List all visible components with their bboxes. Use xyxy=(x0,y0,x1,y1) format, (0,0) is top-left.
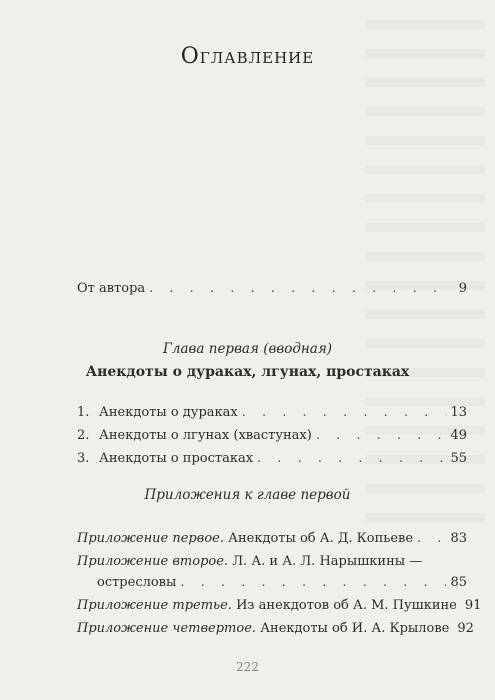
toc-entry-page: 92 xyxy=(457,621,474,636)
dot-leader xyxy=(257,450,446,468)
chapter-title: Анекдоты о дураках, лгунах, простаках xyxy=(85,364,410,380)
toc-entry-chapter1-item1[interactable] xyxy=(77,404,467,422)
item-number: 1. xyxy=(77,405,90,420)
page-number: 222 xyxy=(236,660,259,674)
toc-entry-label: Анекдоты об И. А. Крылове xyxy=(260,621,450,636)
toc-entry-label: Из анекдотов об А. М. Пушкине xyxy=(236,598,457,613)
appendix-prefix: Приложение второе. xyxy=(77,554,229,569)
toc-entry-chapter1-item3[interactable] xyxy=(77,450,467,468)
toc-entry-page: 13 xyxy=(450,405,467,420)
page-title: Оглавление xyxy=(180,44,315,69)
toc-entry-page: 55 xyxy=(450,451,467,466)
appendix-prefix: Приложение третье. xyxy=(77,598,232,613)
dot-leader xyxy=(316,427,447,445)
toc-entry-appendix3[interactable] xyxy=(77,597,482,615)
item-number: 3. xyxy=(77,451,90,466)
toc-entry-appendix2-line2[interactable] xyxy=(97,574,467,592)
dot-leader xyxy=(149,280,449,298)
toc-entry-page: 9 xyxy=(458,281,467,296)
toc-entry-label: Анекдоты о простаках xyxy=(99,451,254,466)
appendix-prefix: Приложение четвертое. xyxy=(77,621,257,636)
toc-entry-label-continued: остресловы xyxy=(97,575,177,590)
chapter-subtitle: Глава первая (вводная) xyxy=(162,341,333,357)
toc-entry-label: Л. А. и А. Л. Нарышкины — xyxy=(232,554,423,569)
appendix-prefix: Приложение первое. xyxy=(77,531,224,546)
appendix-heading: Приложения к главе первой xyxy=(144,487,351,503)
toc-entry-page: 83 xyxy=(450,531,467,546)
toc-entry-label: Анекдоты о дураках xyxy=(99,405,238,420)
item-number: 2. xyxy=(77,428,90,443)
toc-entry-label: Анекдоты о лгунах (хвастунах) xyxy=(99,428,312,443)
toc-entry-page: 85 xyxy=(450,575,467,590)
toc-entry-label: Анекдоты об А. Д. Копьеве xyxy=(228,531,414,546)
toc-entry-page: 49 xyxy=(450,428,467,443)
toc-entry-from-author[interactable] xyxy=(77,280,467,298)
dot-leader xyxy=(417,530,446,548)
toc-entry-label: От автора xyxy=(77,281,146,296)
toc-entry-chapter1-item2[interactable] xyxy=(77,427,467,445)
toc-entry-appendix1[interactable] xyxy=(77,530,467,548)
dot-leader xyxy=(242,404,447,422)
toc-entry-page: 91 xyxy=(464,598,482,613)
toc-entry-appendix2-line1[interactable] xyxy=(77,553,467,571)
toc-entry-appendix4[interactable] xyxy=(77,620,474,638)
dot-leader xyxy=(180,574,446,592)
